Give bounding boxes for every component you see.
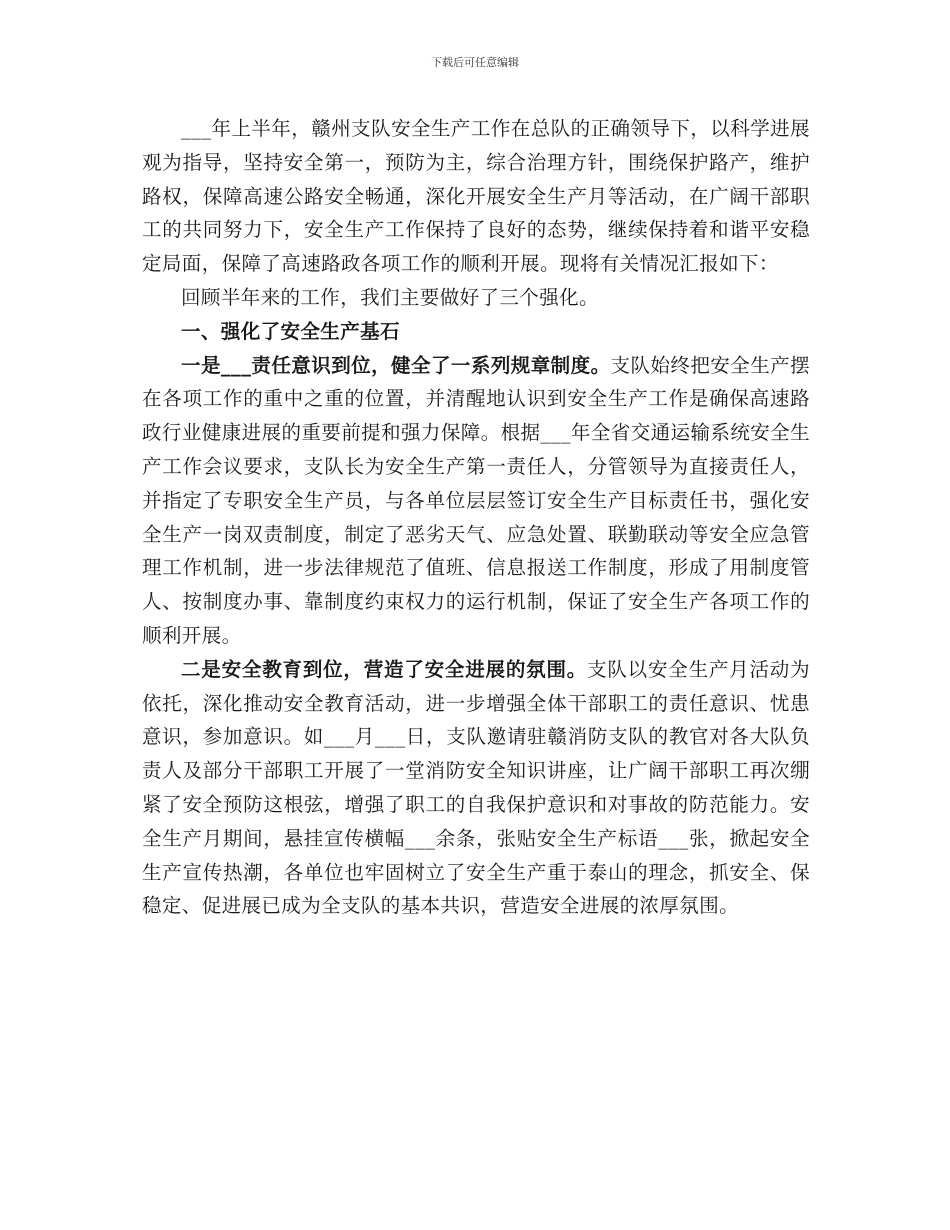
review-paragraph: 回顾半年来的工作，我们主要做好了三个强化。 (181, 285, 599, 309)
item-1-body: 支队始终把安全生产摆在各项工作的重中之重的位置，并清醒地认识到安全生产工作是确保高速路政行业健康进展的重要前提和强力保障。根据___年全省交通运输系统安全生产工作会议要求，支队长为安全生产第一责任人，分管领导为直接责任人，并指定了专职安全生产员，与各单位层层签订安全生产目标责任书，强化安全生产一岗双责制度，制定了恶劣天气、应急处置、联勤联动等安全应急管理工作机制，进一步法律规范了值班、信息报送工作制度，形成了用制度管人、按制度办事、靠制度约束权力的运行机制，保证了安全生产各项工作的顺利开展。 (142, 353, 810, 647)
item-2-lead: 二是安全教育到位，营造了安全进展的氛围。 (181, 657, 588, 681)
item-2-paragraph (142, 653, 810, 923)
document-body (142, 112, 810, 923)
item-2-body: 支队以安全生产月活动为依托，深化推动安全教育活动，进一步增强全体干部职工的责任意识、忧患意识，参加意识。如___月___日，支队邀请驻赣消防支队的教官对各大队负责人及部分干部职工开展了一堂消防安全知识讲座，让广阔干部职工再次绷紧了安全预防这根弦，增强了职工的自我保护意识和对事故的防范能力。安全生产月期间，悬挂宣传横幅___余条，张贴安全生产标语___张，掀起安全生产宣传热潮，各单位也牢固树立了安全生产重于泰山的理念，抓安全、保稳定、促进展已成为全支队的基本共识，营造安全进展的浓厚氛围。 (142, 657, 810, 918)
item-1-paragraph (142, 349, 810, 653)
intro-paragraph: ___年上半年，赣州支队安全生产工作在总队的正确领导下，以科学进展观为指导，坚持安全第一，预防为主，综合治理方针，围绕保护路产，维护路权，保障高速公路安全畅通，深化开展安全生产月等活动，在广阔干部职工的共同努力下，安全生产工作保持了良好的态势，继续保持着和谐平安稳定局面，保障了高速路政各项工作的顺利开展。现将有关情况汇报如下： (142, 117, 810, 276)
section-heading-1: 一、强化了安全生产基石 (181, 319, 400, 343)
item-1-lead: 一是___责任意识到位，健全了一系列规章制度。 (181, 353, 611, 377)
header-note: 下载后可任意编辑 (431, 56, 519, 69)
